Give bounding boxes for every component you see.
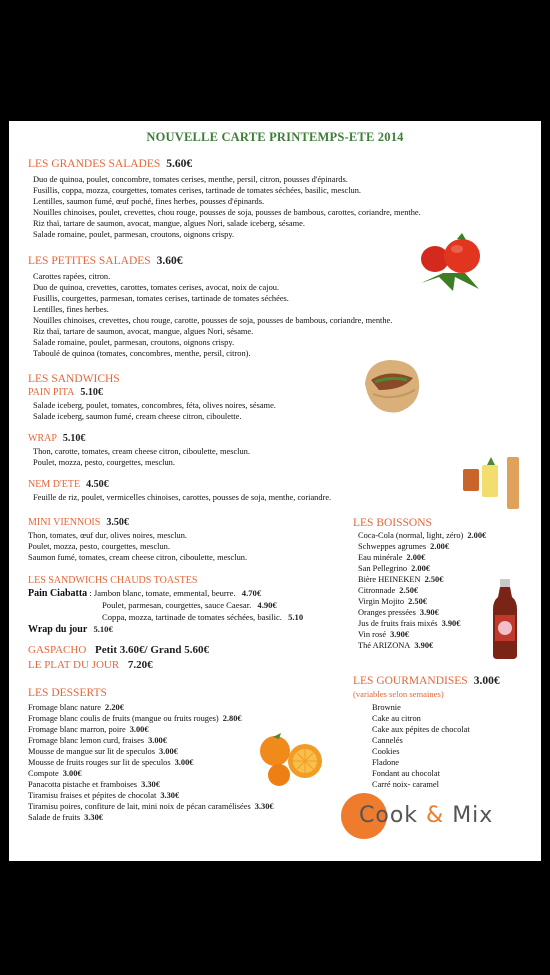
plat-du-jour-price: 7.20€ <box>127 659 153 671</box>
list-item: Cannelés <box>372 736 403 745</box>
item-price: 3.90€ <box>419 608 439 617</box>
list-item: Fladone <box>372 758 399 767</box>
list-item: Thon, carotte, tomates, cream cheese citron, ciboulette, mesclun. <box>33 447 250 456</box>
item-price: 2.00€ <box>430 542 449 551</box>
subsection-price: 4.50€ <box>86 479 109 490</box>
section-sandwichs-chauds: LES SANDWICHS CHAUDS TOASTES <box>28 575 198 586</box>
list-item <box>358 563 486 574</box>
ciabatta-item: Poulet, parmesan, courgettes, sauce Caesar. <box>102 600 252 610</box>
list-item: Carottes rapées, citron. <box>33 272 111 281</box>
subsection-label: WRAP <box>28 433 57 444</box>
wrap-list <box>33 446 250 468</box>
plat-du-jour-label: LE PLAT DU JOUR <box>28 659 120 671</box>
list-item: Nouilles chinoises, crevettes, chou rouge, carotte, pousses de soja, pousses de bambous, coriandre, menthe. <box>33 316 393 325</box>
plat-du-jour <box>28 659 153 671</box>
section-gourmandises <box>353 675 500 687</box>
item-text: Thé ARIZONA <box>358 641 411 650</box>
list-item: Poulet, mozza, pesto, courgettes, mesclun. <box>28 542 170 551</box>
list-item: Thon, tomates, œuf dur, olives noires, mesclun. <box>28 531 187 540</box>
logo-word-mix: Mix <box>452 803 494 828</box>
item-text: Compote <box>28 769 59 778</box>
gaspacho <box>28 644 209 656</box>
item-price: 3.00€ <box>159 747 178 756</box>
list-item: Lentilles, fines herbes. <box>33 305 109 314</box>
section-price: 5.60€ <box>166 158 193 170</box>
ciabatta-price: 4.70€ <box>241 588 262 598</box>
list-item: Salade iceberg, saumon fumé, cream cheese citron, ciboulette. <box>33 412 242 421</box>
item-price: 2.50€ <box>424 575 444 584</box>
section-grandes-salades <box>28 158 192 170</box>
item-text: Oranges pressées <box>358 608 416 617</box>
item-text: Fromage blanc marron, poire <box>28 725 126 734</box>
list-item <box>28 746 274 757</box>
item-text: Citronnade <box>358 586 396 595</box>
list-item: Cake au citron <box>372 714 421 723</box>
bottle-image <box>490 577 520 661</box>
item-price: 2.00€ <box>467 531 487 540</box>
boissons-list <box>358 530 486 651</box>
item-text: Eau minérale <box>358 553 403 562</box>
item-text: Schweppes agrumes <box>358 542 427 551</box>
list-item <box>358 574 486 585</box>
gaspacho-label: GASPACHO <box>28 644 87 656</box>
subsection-wrap <box>28 433 85 444</box>
subsection-pain-pita <box>28 387 103 398</box>
ciabatta-item: Coppa, mozza, tartinade de tomates séchées, basilic. <box>102 612 282 622</box>
wrap-du-jour <box>28 624 113 636</box>
list-item <box>358 596 486 607</box>
item-text: Tiramisu fraises et pépites de chocolat <box>28 791 157 800</box>
item-price: 2.50€ <box>408 597 427 606</box>
item-price: 3.00€ <box>129 725 149 734</box>
item-price: 2.00€ <box>406 553 426 562</box>
subsection-nem <box>28 479 109 490</box>
menu-title: NOUVELLE CARTE PRINTEMPS-ETE 2014 <box>146 130 404 144</box>
item-price: 2.00€ <box>411 564 430 573</box>
item-text: Fromage blanc nature <box>28 703 102 712</box>
subsection-price: 3.50€ <box>106 517 129 528</box>
item-price: 2.20€ <box>105 703 124 712</box>
list-item: Salade romaine, poulet, parmesan, croutons, oignons crispy. <box>33 338 235 347</box>
list-item <box>28 768 274 779</box>
wrap-du-jour-label: Wrap du jour <box>28 624 88 635</box>
list-item: Brownie <box>372 703 401 712</box>
subsection-label: MINI VIENNOIS <box>28 517 101 528</box>
tomatoes-image <box>413 229 493 301</box>
list-item: Riz thaï, tartare de saumon, avocat, mangue, algues Nori, salade iceberg, sésame. <box>33 219 305 228</box>
list-item <box>358 607 486 618</box>
item-price: 3.90€ <box>390 630 409 639</box>
section-heading: LES PETITES SALADES <box>28 255 151 267</box>
subsection-price: 5.10€ <box>62 433 86 444</box>
item-price: 3.30€ <box>84 813 103 822</box>
list-item <box>28 757 274 768</box>
item-text: Bière HEINEKEN <box>358 575 421 584</box>
gourmandises-list <box>372 702 470 790</box>
mini-viennois-list <box>28 530 247 563</box>
item-price: 2.80€ <box>222 714 242 723</box>
list-item <box>28 735 274 746</box>
petites-salades-list <box>33 271 392 359</box>
ciabatta-label: Pain Ciabatta <box>28 588 88 599</box>
section-heading: LES GOURMANDISES <box>353 675 468 687</box>
item-text: Jus de fruits frais mixés <box>358 619 438 628</box>
ciabatta-row-1 <box>28 588 261 600</box>
list-item <box>28 702 274 713</box>
item-text: San Pellegrino <box>358 564 408 573</box>
list-item <box>28 724 274 735</box>
section-petites-salades <box>28 255 183 267</box>
grandes-salades-list <box>33 174 421 240</box>
section-desserts: LES DESSERTS <box>28 687 107 699</box>
list-item: Nouilles chinoises, poulet, crevettes, chou rouge, pousses de soja, pousses de bambous, carottes, coriandre, menthe. <box>33 208 421 217</box>
drinks-image <box>461 455 523 513</box>
logo-word-cook: Cook <box>359 803 419 828</box>
list-item: Cookies <box>372 747 400 756</box>
subsection-label: PAIN PITA <box>28 387 75 398</box>
menu-sheet <box>9 121 541 861</box>
list-item: Fusillis, courgettes, parmesan, tomates cerises, tartinade de tomates séchées. <box>33 294 289 303</box>
section-price: 3.00€ <box>473 675 500 687</box>
list-item <box>358 629 486 640</box>
item-price: 3.00€ <box>174 758 194 767</box>
ciabatta-row-2 <box>102 600 277 612</box>
list-item <box>358 618 486 629</box>
logo-text <box>359 803 493 828</box>
list-item: Poulet, mozza, pesto, courgettes, mesclun. <box>33 458 175 467</box>
item-text: Virgin Mojito <box>358 597 405 606</box>
list-item <box>358 640 486 651</box>
list-item: Salade iceberg, poulet, tomates, concombres, féta, olives noires, sésame. <box>33 401 276 410</box>
list-item: Cake aux pépites de chocolat <box>372 725 470 734</box>
list-item: Fusillis, coppa, mozza, courgettes, tomates cerises, tartinade de tomates séchées, basilic, mesclun. <box>33 186 361 195</box>
list-item <box>28 790 274 801</box>
list-item <box>358 530 486 541</box>
subsection-price: 5.10€ <box>80 387 103 398</box>
ciabatta-row-3 <box>102 612 303 624</box>
gourmandises-note: (variables selon semaines) <box>353 689 444 699</box>
section-price: 3.60€ <box>156 255 183 267</box>
cook-and-mix-logo <box>341 791 531 847</box>
list-item: Duo de quinoa, crevettes, carottes, tomates cerises, avocat, noix de cajou. <box>33 283 280 292</box>
list-item: Carré noix- caramel <box>372 780 439 789</box>
wrap-image <box>359 354 425 418</box>
pain-pita-list <box>33 400 276 422</box>
item-price: 3.90€ <box>414 641 434 650</box>
list-item: Lentilles, saumon fumé, œuf poché, fines herbes, pousses d'épinards. <box>33 197 265 206</box>
gaspacho-prices: Petit 3.60€/ Grand 5.60€ <box>95 644 210 656</box>
list-item: Feuille de riz, poulet, vermicelles chinoises, carottes, pousses de soja, menthe, coriandre. <box>33 493 332 502</box>
list-item <box>28 801 274 812</box>
item-text: Panacotta pistache et framboises <box>28 780 138 789</box>
list-item <box>358 585 486 596</box>
item-price: 3.00€ <box>148 736 167 745</box>
list-item <box>28 812 274 823</box>
item-price: 2.50€ <box>399 586 419 595</box>
section-sandwichs: LES SANDWICHS <box>28 373 120 385</box>
section-heading: LES GRANDES SALADES <box>28 158 161 170</box>
subsection-label: NEM D'ETE <box>28 479 81 490</box>
item-text: Fromage blanc lemon curd, fraises <box>28 736 145 745</box>
desserts-list <box>28 702 274 823</box>
ciabatta-price: 5.10 <box>288 612 304 622</box>
list-item <box>358 552 486 563</box>
subsection-mini-viennois <box>28 517 129 528</box>
oranges-image <box>253 733 329 789</box>
list-item: Riz thaï, tartare de saumon, avocat, mangue, algues Nori, sésame. <box>33 327 254 336</box>
list-item: Fondant au chocolat <box>372 769 440 778</box>
item-text: Tiramisu poires, confiture de lait, mini noix de pécan caramélisées <box>28 802 251 811</box>
logo-ampersand: & <box>426 803 445 828</box>
item-text: Coca-Cola (normal, light, zéro) <box>358 531 464 540</box>
item-price: 3.90€ <box>441 619 461 628</box>
item-text: Salade de fruits <box>28 813 81 822</box>
item-text: Mousse de fruits rouges sur lit de speculos <box>28 758 171 767</box>
item-text: Mousse de mangue sur lit de speculos <box>28 747 155 756</box>
list-item <box>358 541 486 552</box>
item-text: Vin rosé <box>358 630 387 639</box>
item-price: 3.00€ <box>62 769 82 778</box>
list-item: Saumon fumé, tomates, cream cheese citron, ciboulette, mesclun. <box>28 553 248 562</box>
ciabatta-price: 4.90€ <box>257 600 277 610</box>
ciabatta-item: : Jambon blanc, tomate, emmental, beurre. <box>89 588 236 598</box>
item-price: 3.30€ <box>141 780 160 789</box>
item-price: 3.30€ <box>254 802 274 811</box>
list-item: Taboulé de quinoa (tomates, concombres, menthe, persil, citron). <box>33 349 251 358</box>
list-item: Duo de quinoa, poulet, concombre, tomates cerises, menthe, persil, citron, pousses d'épinards. <box>33 175 348 184</box>
wrap-du-jour-price: 5.10€ <box>93 624 113 634</box>
list-item <box>28 713 274 724</box>
section-boissons: LES BOISSONS <box>353 517 432 529</box>
nem-list <box>33 492 331 503</box>
list-item: Salade romaine, poulet, parmesan, croutons, oignons crispy. <box>33 230 235 239</box>
item-text: Fromage blanc coulis de fruits (mangue ou fruits rouges) <box>28 714 219 723</box>
list-item <box>28 779 274 790</box>
item-price: 3.30€ <box>160 791 180 800</box>
